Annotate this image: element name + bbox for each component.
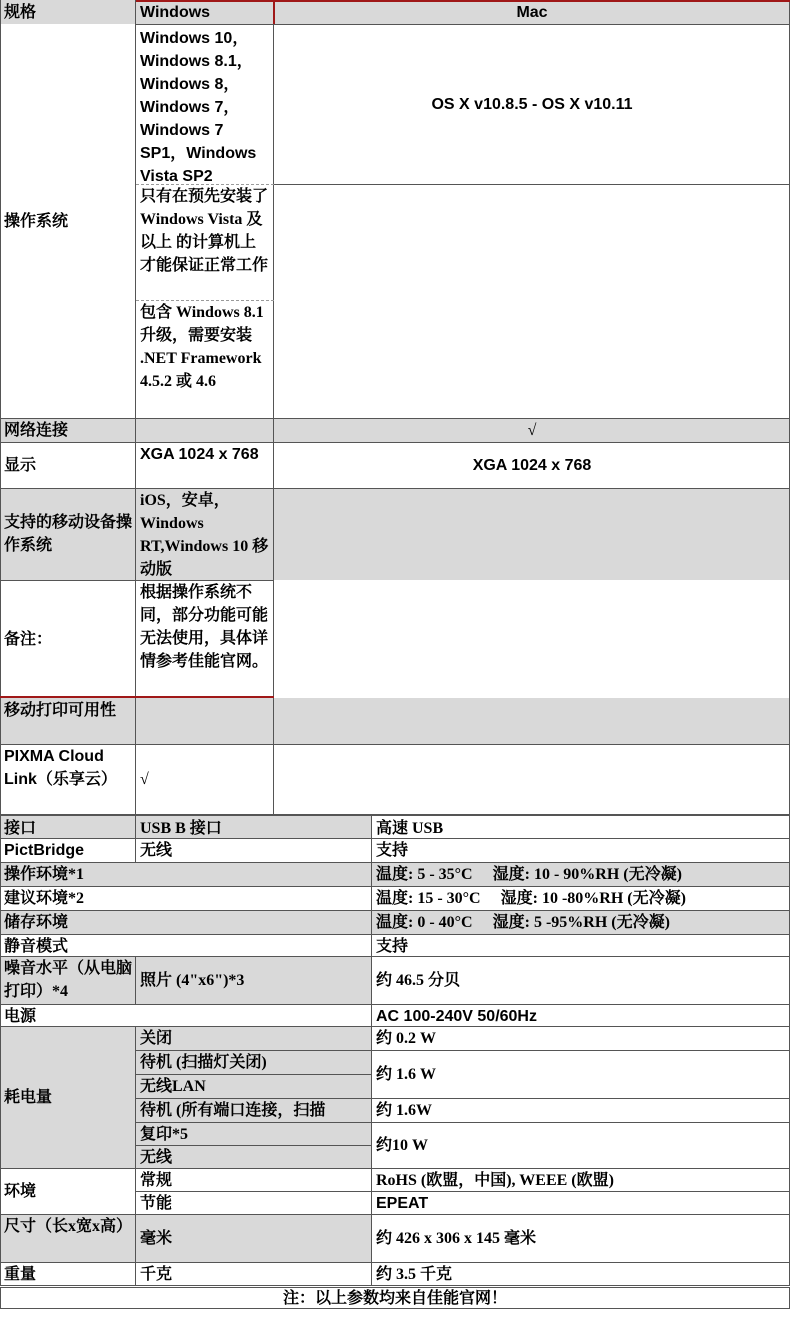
divider-col1-bottom3	[135, 1026, 136, 1286]
divider-col2	[273, 0, 274, 814]
consumption-wireless: 无线	[136, 1145, 372, 1168]
consumption-copy-value: 约10 W	[376, 1136, 429, 1154]
consumption-copy: 复印*5	[136, 1122, 372, 1145]
rule-h184	[274, 184, 790, 185]
network-label: 网络连接	[0, 418, 136, 442]
remarks-value: 根据操作系统不同，部分功能可能无法使用，具体详情参考佳能官网。	[140, 584, 269, 670]
cloud-link-check: √	[140, 770, 149, 788]
rule-h1074	[136, 1074, 372, 1075]
rule-h1050	[136, 1050, 790, 1051]
rule-h862	[0, 862, 790, 863]
footnote: 注：以上参数均来自佳能官网！	[0, 1287, 790, 1309]
rule-h1026	[0, 1026, 790, 1027]
consumption-standby-scan: 待机 (扫描灯关闭)	[136, 1050, 372, 1074]
environment-eco-value: EPEAT	[376, 1195, 429, 1212]
pictbridge-mac: 支持	[376, 842, 409, 859]
power-label: 电源	[4, 1008, 37, 1025]
rule-h814	[0, 814, 790, 816]
rule-dash-184	[136, 184, 274, 185]
consumption-standby-ports-value: 约 1.6W	[376, 1102, 433, 1119]
network-mac-check: √	[274, 418, 790, 442]
consumption-label: 耗电量	[0, 1026, 136, 1168]
noise-label: 噪音水平（从电脑打印）*4	[0, 956, 136, 1004]
rule-h934	[0, 934, 790, 935]
size-unit: 毫米	[136, 1214, 372, 1262]
divider-col1-bottom	[135, 816, 136, 862]
quiet-mode-label: 静音模式	[4, 938, 69, 955]
os-label: 操作系统	[4, 212, 69, 230]
interface-mac: 高速 USB	[376, 820, 444, 837]
rule-h886	[0, 886, 790, 887]
mobile-print-windows	[136, 698, 274, 744]
mobile-print-mac	[274, 698, 790, 744]
header-mac: Mac	[274, 0, 790, 24]
weight-value: 约 3.5 千克	[376, 1266, 453, 1283]
pictbridge-label: PictBridge	[4, 842, 85, 859]
size-label: 尺寸（长x宽x高）	[0, 1214, 136, 1262]
storage-env-value: 温度: 0 - 40°C 湿度: 5 -95%RH (无冷凝)	[372, 910, 790, 934]
environment-eco: 节能	[140, 1195, 173, 1212]
rule-h744	[0, 744, 790, 745]
mobile-print-label: 移动打印可用性	[0, 698, 136, 744]
rule-h1214	[0, 1214, 790, 1215]
os-windows-note1: 只有在预先安装了 Windows Vista 及以上 的计算机上才能保证正常工作	[140, 188, 269, 274]
red-accent-remarks-bottom	[0, 696, 274, 698]
network-windows	[136, 418, 274, 442]
header-spec: 规格	[0, 0, 136, 24]
environment-label: 环境	[4, 1182, 37, 1200]
rule-h488	[0, 488, 790, 489]
rule-h956	[0, 956, 790, 957]
remarks-label: 备注：	[4, 630, 53, 648]
display-mac: XGA 1024 x 768	[472, 456, 592, 474]
rule-dash-300	[136, 300, 274, 301]
header-windows: Windows	[136, 0, 274, 24]
mobile-os-value: iOS，安卓，Windows RT,Windows 10 移动版	[136, 488, 274, 580]
operating-env-label: 操作环境*1	[0, 862, 372, 886]
interface-windows: USB B 接口	[136, 816, 372, 838]
weight-label: 重量	[4, 1266, 37, 1283]
rule-h1004	[0, 1004, 790, 1005]
mobile-os-mac	[274, 488, 790, 580]
display-windows: XGA 1024 x 768	[140, 446, 259, 463]
os-windows-versions: Windows 10，Windows 8.1，Windows 8，Windows 7，Windows 7 SP1，Windows Vista SP2	[140, 30, 257, 184]
consumption-wlan: 无线LAN	[136, 1074, 372, 1098]
recommended-env-label: 建议环境*2	[4, 890, 85, 907]
os-windows-note2: 包含 Windows 8.1升级，需要安装 .NET Framework 4.5.2 或 4.6	[140, 304, 264, 390]
environment-regular: 常规	[140, 1172, 173, 1189]
consumption-off: 关闭	[136, 1026, 372, 1050]
consumption-off-value: 约 0.2 W	[376, 1030, 437, 1047]
quiet-mode-value: 支持	[376, 938, 409, 955]
consumption-standby-value: 约 1.6 W	[376, 1065, 437, 1083]
os-mac: OS X v10.8.5 - OS X v10.11	[431, 95, 633, 113]
red-accent-header-right	[273, 0, 275, 24]
rule-h442	[0, 442, 790, 443]
operating-env-value: 温度: 5 - 35°C 湿度: 10 - 90%RH (无冷凝)	[372, 862, 790, 886]
rule-h910	[0, 910, 790, 911]
rule-h1122	[136, 1122, 790, 1123]
environment-regular-value: RoHS (欧盟，中国), WEEE (欧盟)	[376, 1172, 614, 1189]
noise-value: 约 46.5 分贝	[376, 971, 461, 989]
size-value: 约 426 x 306 x 145 毫米	[376, 1229, 537, 1247]
rule-h838	[0, 838, 790, 839]
border-left	[0, 0, 1, 1286]
rule-h1098	[136, 1098, 790, 1099]
rule-h580	[0, 580, 274, 581]
red-accent-top	[136, 0, 790, 2]
pictbridge-windows: 无线	[140, 842, 173, 859]
interface-label: 接口	[0, 816, 136, 838]
rule-h1145	[136, 1145, 372, 1146]
rule-h1262	[0, 1262, 790, 1263]
noise-photo: 照片 (4"x6")*3	[136, 956, 372, 1004]
divider-col1	[135, 0, 136, 814]
storage-env-label: 储存环境	[0, 910, 372, 934]
consumption-standby-ports: 待机 (所有端口连接，扫描	[136, 1098, 372, 1122]
power-value: AC 100-240V 50/60Hz	[376, 1008, 537, 1025]
recommended-env-value: 温度: 15 - 30°C 湿度: 10 -80%RH (无冷凝)	[376, 890, 686, 907]
mobile-os-label: 支持的移动设备操作系统	[0, 488, 136, 580]
rule-h24	[136, 24, 790, 25]
divider-col1-bottom2	[135, 956, 136, 1004]
rule-h418	[0, 418, 790, 419]
weight-unit: 千克	[140, 1266, 173, 1283]
rule-h1286	[0, 1285, 790, 1286]
rule-h1191	[136, 1191, 790, 1192]
cloud-link-label: PIXMA Cloud Link（乐享云）	[4, 748, 117, 788]
rule-h1168	[0, 1168, 790, 1169]
display-label: 显示	[4, 456, 37, 474]
